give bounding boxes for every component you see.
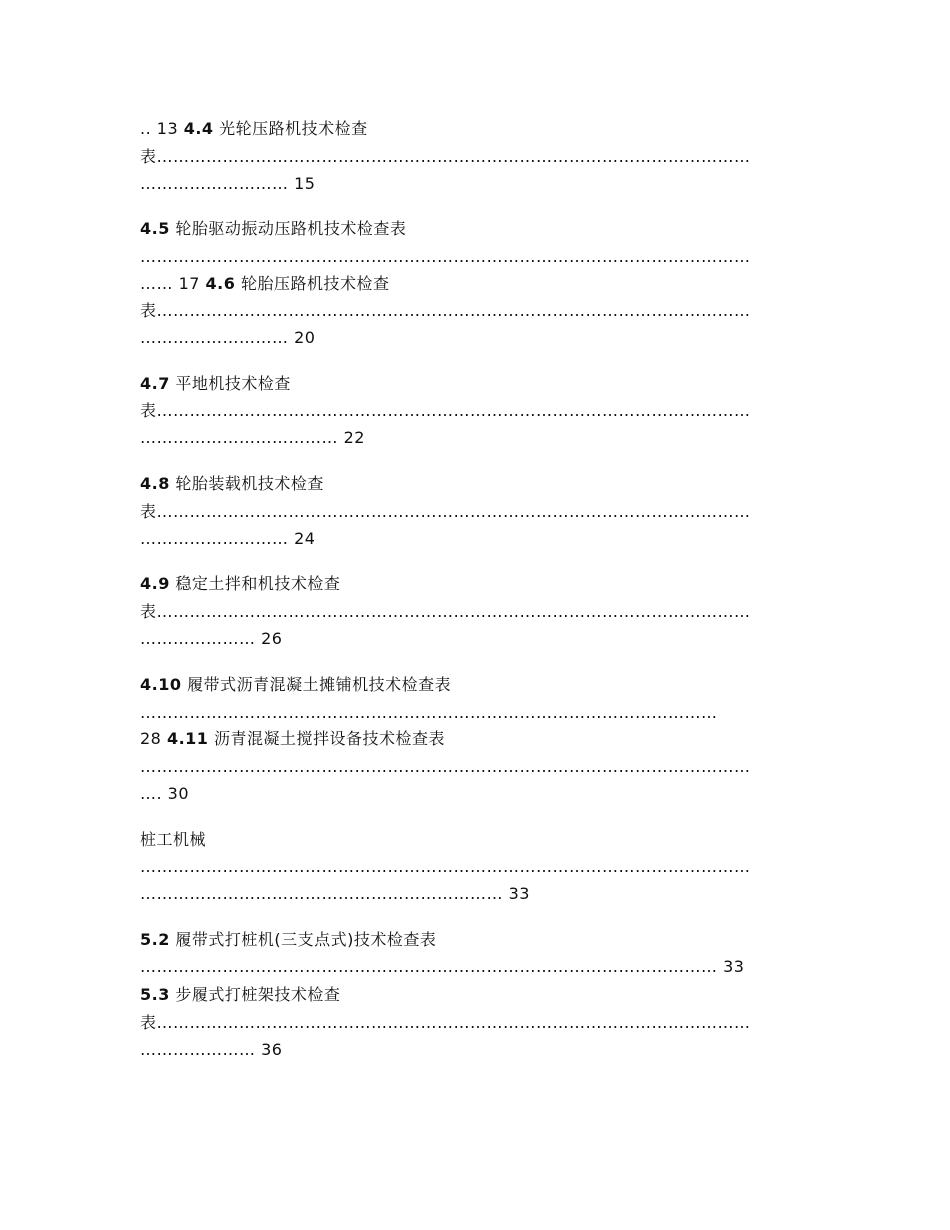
toc-entry-5-2[interactable]: [140, 929, 820, 951]
toc-leader-line: 表………………………………………………………………………………………………: [140, 401, 751, 420]
toc-page-line: ………………………………………………………… 33: [140, 884, 530, 903]
toc-leader-line: 表………………………………………………………………………………………………: [140, 1013, 751, 1032]
toc-number: 5.2: [140, 930, 170, 949]
toc-number: 4.9: [140, 574, 170, 593]
toc-page-line: ………………… 36: [140, 1040, 283, 1059]
toc-entry-4-5[interactable]: [140, 218, 820, 240]
toc-entry-4-8[interactable]: [140, 473, 820, 495]
toc-title: 沥青混凝土搅拌设备技术检查表: [208, 729, 446, 748]
toc-leader: .. 13: [140, 119, 184, 138]
toc-leader: …… 17: [140, 274, 206, 293]
toc-page-line: ………………… 26: [140, 629, 283, 648]
toc-entry-4-9[interactable]: [140, 573, 820, 595]
toc-title: 轮胎驱动振动压路机技术检查表: [169, 219, 407, 238]
toc-title: 履带式打桩机(三支点式)技术检查表: [169, 930, 437, 949]
toc-entry-pile-machinery[interactable]: [140, 829, 820, 851]
toc-page-line: …………………………………………………………………………………………… 33: [140, 957, 745, 976]
toc-entry-4-7[interactable]: [140, 373, 820, 395]
toc-entry-4-11[interactable]: [140, 728, 820, 750]
toc-leader-line: …………………………………………………………………………………………………: [140, 857, 751, 876]
toc-leader-line: 表………………………………………………………………………………………………: [140, 301, 751, 320]
toc-leader-line: …………………………………………………………………………………………………: [140, 757, 751, 776]
toc-title: 轮胎压路机技术检查: [235, 274, 390, 293]
toc-page-line: ……………………… 24: [140, 529, 316, 548]
toc-title: 桩工机械: [140, 830, 207, 849]
toc-leader-line: …………………………………………………………………………………………………: [140, 247, 751, 266]
toc-number: 4.10: [140, 675, 182, 694]
toc-title: 履带式沥青混凝土摊铺机技术检查表: [181, 675, 452, 694]
toc-title: 轮胎装载机技术检查: [169, 474, 324, 493]
toc-title: 平地机技术检查: [169, 374, 291, 393]
toc-title: 步履式打桩架技术检查: [169, 985, 341, 1004]
toc-number: 4.4: [183, 119, 214, 138]
toc-number: 4.6: [205, 274, 236, 293]
toc-entry-4-6[interactable]: [140, 273, 820, 295]
toc-leader-line: 表………………………………………………………………………………………………: [140, 602, 751, 621]
toc-number: 4.5: [140, 219, 170, 238]
toc-title: 稳定土拌和机技术检查: [169, 574, 341, 593]
toc-page-line: …. 30: [140, 784, 190, 803]
toc-number: 4.11: [166, 729, 209, 748]
toc-page-line: ……………………… 15: [140, 174, 316, 193]
toc-entry-4-4[interactable]: [140, 118, 820, 140]
toc-entry-5-3[interactable]: [140, 984, 820, 1006]
toc-page-line: ……………………………… 22: [140, 428, 365, 447]
toc-number: 4.8: [140, 474, 170, 493]
toc-leader-line: ……………………………………………………………………………………………: [140, 703, 718, 722]
toc-leader-line: 表………………………………………………………………………………………………: [140, 147, 751, 166]
toc-leader-line: 表………………………………………………………………………………………………: [140, 502, 751, 521]
toc-number: 4.7: [140, 374, 170, 393]
toc-title: 光轮压路机技术检查: [213, 119, 368, 138]
toc-page-line: ……………………… 20: [140, 328, 316, 347]
toc-entry-4-10[interactable]: [140, 674, 820, 696]
toc-number: 5.3: [140, 985, 170, 1004]
toc-page-number: 28: [140, 729, 167, 748]
